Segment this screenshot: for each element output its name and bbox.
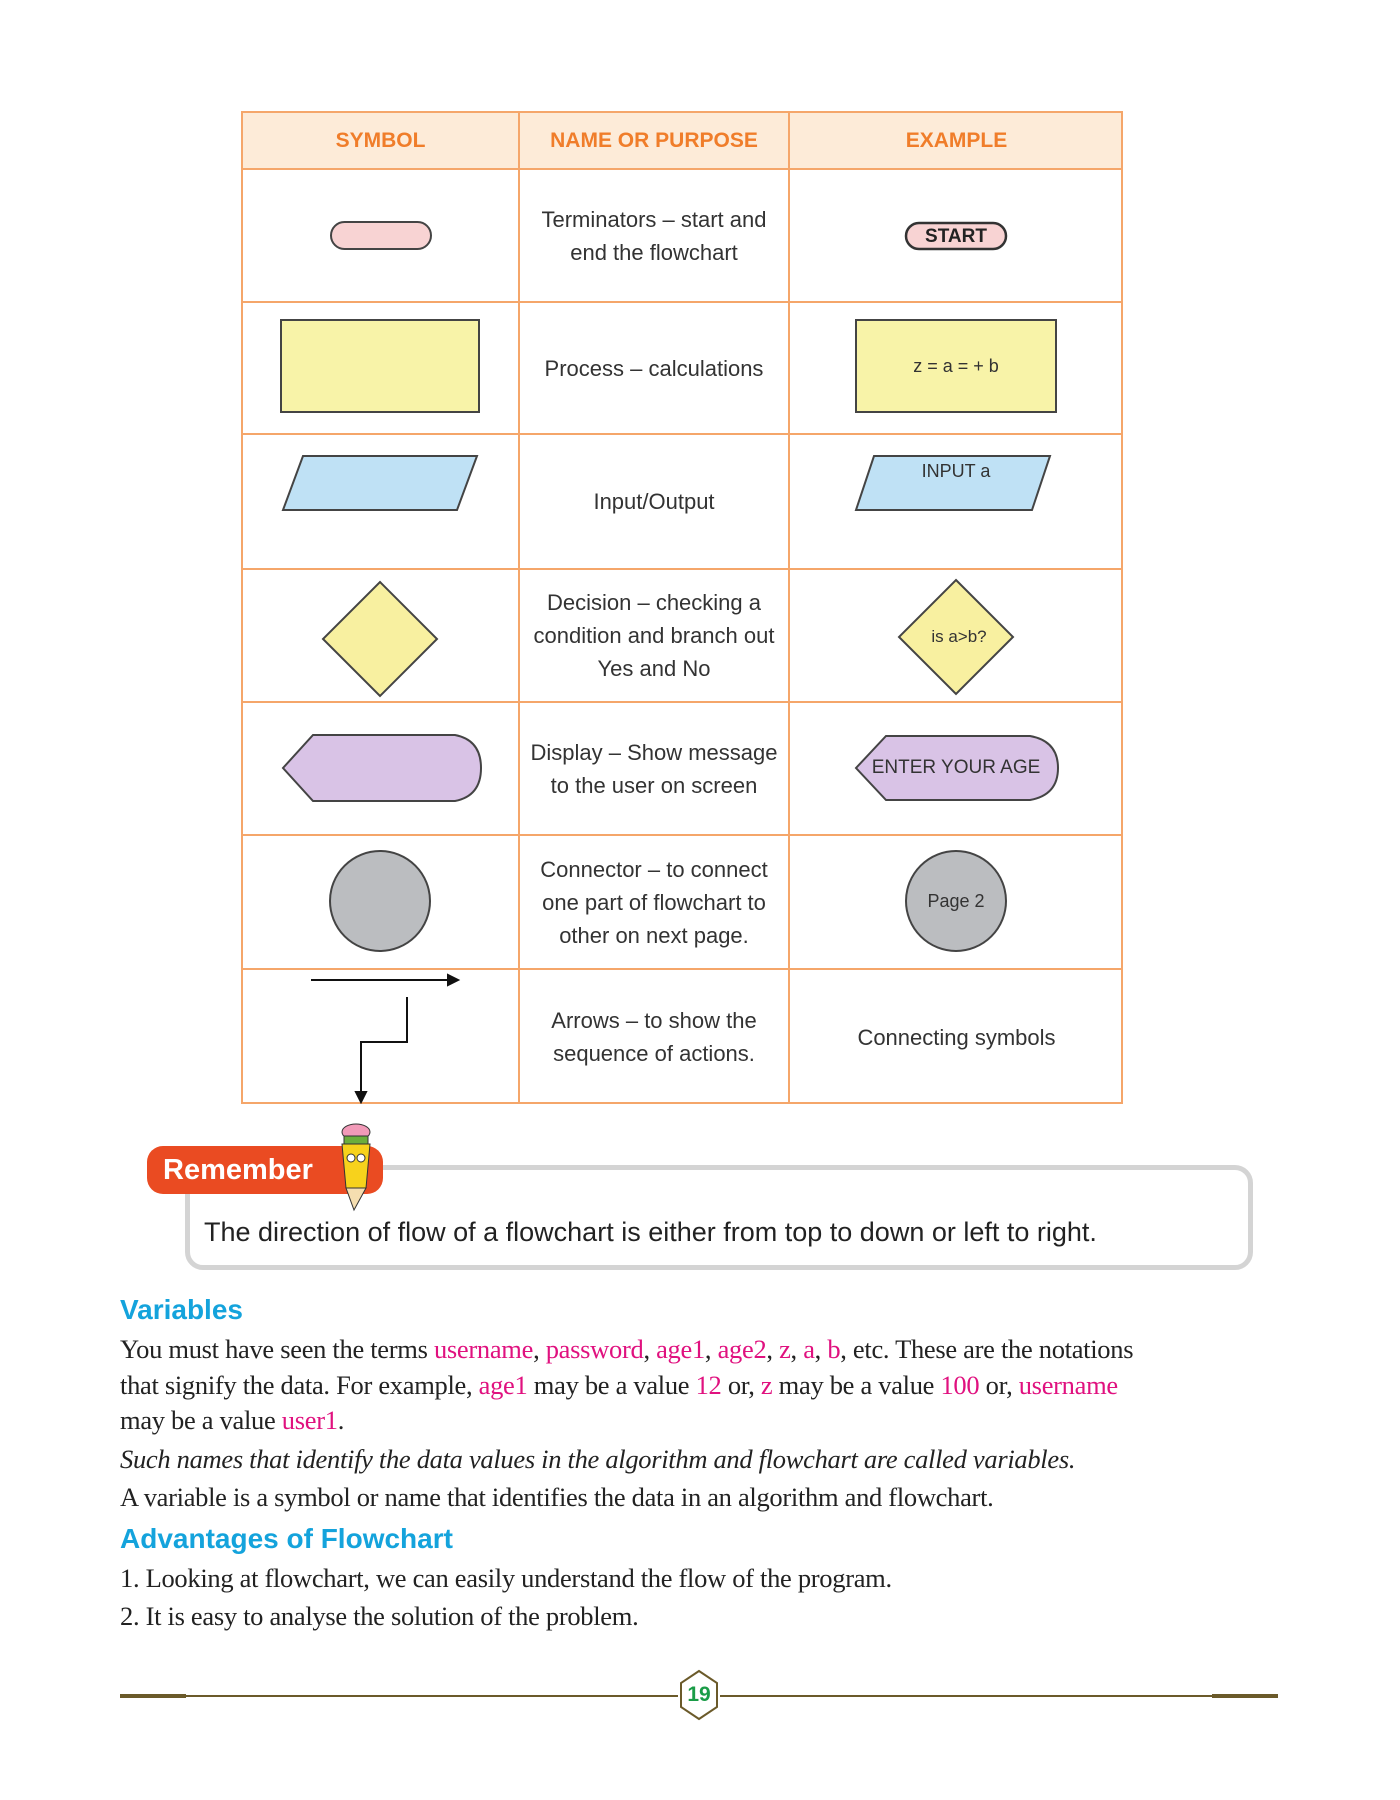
footer-rule-left-cap xyxy=(120,1694,186,1698)
example-input: INPUT a xyxy=(921,460,991,481)
purpose-io: Input/Output xyxy=(593,489,715,514)
advantage-item: 2. It is easy to analyse the solution of the problem. xyxy=(120,1601,639,1631)
footer-rule-right-cap xyxy=(1212,1694,1278,1698)
advantages-heading: Advantages of Flowchart xyxy=(120,1523,453,1554)
example-decision: is a>b? xyxy=(931,627,987,646)
variables-heading: Variables xyxy=(120,1294,243,1325)
footer-rule-right xyxy=(720,1695,1278,1697)
example-arrows: Connecting symbols xyxy=(857,1024,1056,1050)
symbol-shapes xyxy=(243,170,518,1104)
variables-italic-statement: Such names that identify the data values in the algorithm and flowchart are called variables. xyxy=(120,1444,1076,1474)
header-symbol: SYMBOL xyxy=(335,129,426,152)
variables-paragraph-line-1: You must have seen the terms username, password, age1, age2, z, a, b, etc. These are the notations xyxy=(120,1334,1134,1364)
io-symbol xyxy=(283,456,477,510)
flowchart-symbols-table xyxy=(241,111,1123,1104)
decision-symbol xyxy=(323,582,437,696)
example-display: ENTER YOUR AGE xyxy=(871,757,1041,778)
page-number: 19 xyxy=(687,1683,711,1706)
variables-paragraph-line-3: may be a value user1. xyxy=(120,1405,345,1435)
example-process: z = a = + b xyxy=(913,355,999,376)
purpose-decision: Decision – checking a condition and branch out Yes and No xyxy=(533,590,775,681)
purpose-terminator: Terminators – start and end the flowchart xyxy=(541,206,767,265)
variables-paragraph-line-2: that signify the data. For example, age1 may be a value 12 or, z may be a value 100 or, username xyxy=(120,1370,1118,1400)
header-purpose: NAME OR PURPOSE xyxy=(550,129,758,152)
variables-definition: A variable is a symbol or name that identifies the data in an algorithm and flowchart. xyxy=(120,1482,994,1512)
pencil-mascot-icon xyxy=(328,1122,384,1212)
terminator-symbol xyxy=(331,222,431,249)
purpose-arrows: Arrows – to show the sequence of actions. xyxy=(551,1008,757,1066)
purpose-display: Display – Show message to the user on screen xyxy=(530,739,778,798)
example-start: START xyxy=(925,225,987,247)
remember-badge: Remember xyxy=(147,1146,383,1194)
arrows-symbol xyxy=(311,975,458,1102)
header-example: EXAMPLE xyxy=(905,129,1008,152)
display-symbol xyxy=(283,735,481,801)
footer-rule-left xyxy=(120,1695,678,1697)
purpose-process: Process – calculations xyxy=(544,355,764,381)
process-symbol xyxy=(281,320,479,412)
purpose-connector: Connector – to connect one part of flowchart to other on next page. xyxy=(540,856,768,948)
remember-text: The direction of flow of a flowchart is either from top to down or left to right. xyxy=(204,1217,1097,1247)
example-connector: Page 2 xyxy=(927,890,985,911)
advantage-item: 1. Looking at flowchart, we can easily understand the flow of the program. xyxy=(120,1563,892,1593)
connector-symbol xyxy=(330,851,430,951)
